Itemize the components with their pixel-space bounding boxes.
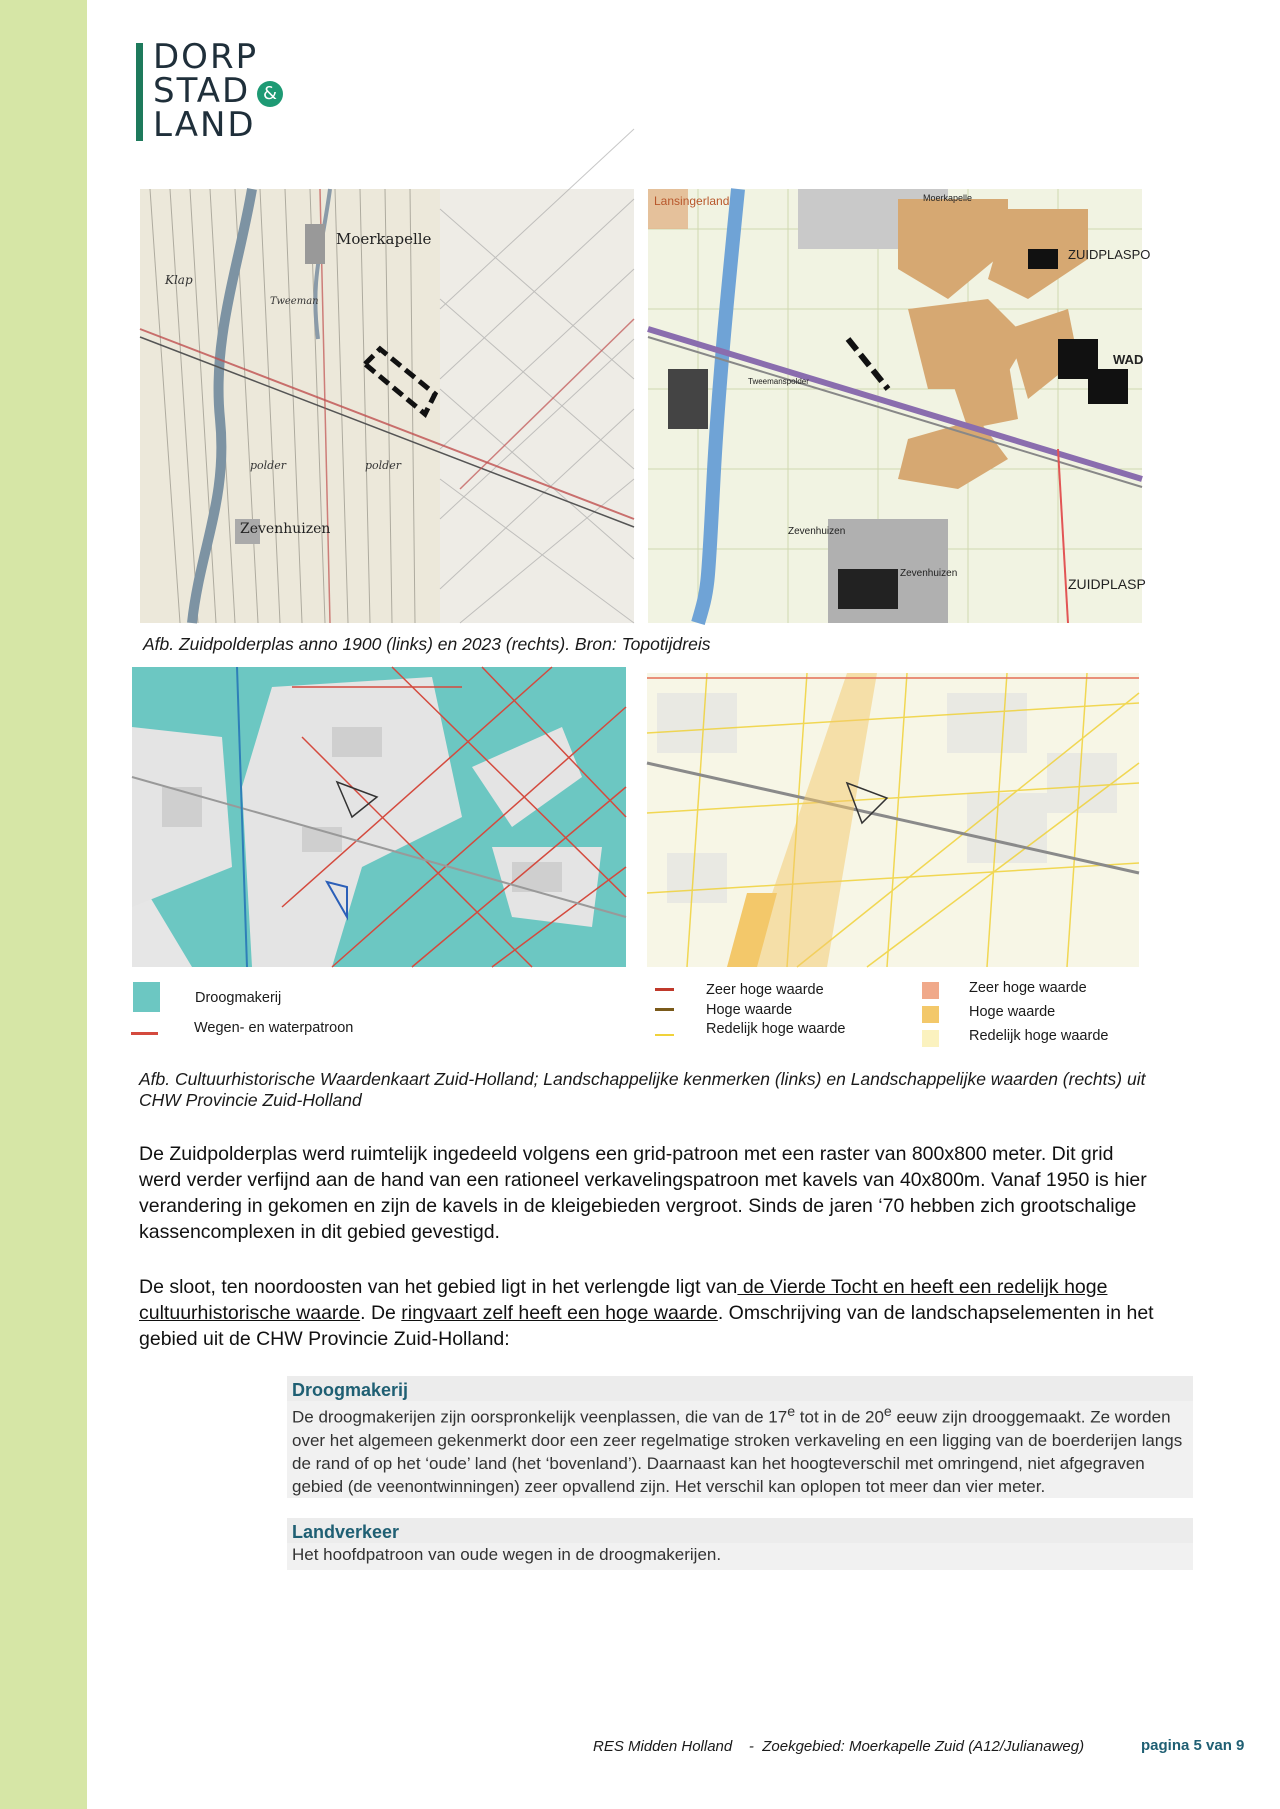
map-2023-label: Lansingerland: [654, 194, 730, 208]
map-2023-label: WAD: [1113, 352, 1144, 367]
map-1900: [140, 189, 634, 623]
map-2023-label: Moerkapelle: [923, 193, 973, 203]
legend-swatch-zeer-hoge-area: [922, 982, 939, 999]
map-2023: [648, 189, 1151, 623]
map-2023-label: Zevenhuizen: [788, 526, 846, 537]
map-1900-label: polder: [250, 459, 286, 472]
logo-word-dorp: DORP: [153, 37, 259, 77]
superscript: e: [787, 1404, 796, 1420]
map-2023-label: Zevenhuizen: [900, 568, 958, 579]
legend-label-wegen: Wegen- en waterpatroon: [194, 1020, 354, 1036]
logo-bar: [136, 43, 143, 141]
vierde-tocht-link[interactable]: de Vierde Tocht en heeft een redelijk hoge cultuurhistorische waarde: [139, 1276, 1108, 1324]
legend-swatch-redelijk-area: [922, 1030, 939, 1047]
legend-swatch-zeer-hoge: [655, 988, 674, 991]
ringvaart-link[interactable]: ringvaart zelf heeft een hoge waarde: [401, 1302, 718, 1324]
legend-swatch-redelijk: [655, 1034, 674, 1036]
paragraph-sloot-text: . Omschrijving van de landschapselementen in het gebied uit de CHW Provincie Zuid-Holland:: [139, 1302, 1154, 1350]
legend-label-hoge-area: Hoge waarde: [969, 1004, 1056, 1020]
side-color-bar: [0, 0, 87, 1809]
description-text: tot in de 20: [795, 1407, 884, 1427]
map-1900-label: Zevenhuizen: [240, 521, 331, 537]
paragraph-sloot-text: De sloot, ten noordoosten van het gebied ligt in het verlengde ligt van: [139, 1276, 738, 1298]
paragraph-sloot-text: . De: [360, 1302, 402, 1324]
caption-topotijdreis: Afb. Zuidpolderplas anno 1900 (links) en 2023 (rechts). Bron: Topotijdreis: [143, 634, 711, 654]
legend-swatch-droogmakerij: [133, 982, 160, 1012]
map-2023-label: ZUIDPLASPO: [1068, 247, 1151, 262]
paragraph-grid: De Zuidpolderplas werd ruimtelijk ingedeeld volgens een grid-patroon met een raster van 800x800 meter. Dit grid werd verder verfijnd aan de hand van een rationeel verkavelingspatroon met kavels van 40x800m. Vanaf 1950 is hier verandering in gekomen en zijn de kavels in de kleigebieden vergroot. Sinds de jaren ‘70 hebben zich grootschalige kassencomplexen in dit gebied gevestigd.: [139, 1143, 1147, 1243]
map-2023-label: ZUIDPLASP: [1068, 576, 1146, 592]
description-text: De droogmakerijen zijn oorspronkelijk veenplassen, die van de 17: [292, 1407, 788, 1427]
legend-label-zeer-hoge: Zeer hoge waarde: [706, 982, 824, 998]
map-1900-label: polder: [365, 459, 401, 472]
legend-label-zeer-hoge-area: Zeer hoge waarde: [969, 980, 1087, 996]
droogmakerij-description: [287, 1401, 1193, 1498]
droogmakerij-heading: Droogmakerij: [287, 1376, 1193, 1401]
map-1900-label: Tweeman: [270, 296, 319, 307]
map-2023-label: Tweemanspolder: [748, 377, 809, 386]
footer-document-title: RES Midden Holland - Zoekgebied: Moerkapelle Zuid (A12/Julianaweg): [593, 1738, 1085, 1755]
section-gap: [287, 1498, 1193, 1518]
legend-swatch-wegen: [131, 1032, 158, 1035]
logo-word-stad: STAD: [153, 71, 251, 111]
legend-label-redelijk-area: Redelijk hoge waarde: [969, 1028, 1109, 1044]
map-1900-label: Moerkapelle: [336, 230, 432, 248]
landverkeer-description: Het hoofdpatroon van oude wegen in de droogmakerijen.: [292, 1544, 722, 1564]
footer-page-number: pagina 5 van 9: [1141, 1737, 1245, 1754]
legend-label-redelijk: Redelijk hoge waarde: [706, 1021, 846, 1037]
dorp-stad-land-logo: [136, 37, 306, 145]
legend-swatch-hoge-area: [922, 1006, 939, 1023]
paragraph-sloot: [139, 1274, 1159, 1352]
description-text: eeuw zijn drooggemaakt. Ze worden over het algemeen gekenmerkt door een zeer regelmatige stroken verkaveling en een ligging van de boerderijen langs de rand of op het ‘oude’ land (het ‘bovenland’). Daarnaast kan het hoogteverschil met omringend, niet afgegraven gebied (de veenontwinningen) zeer opvallend zijn. Het verschil kan oplopen tot meer dan vier meter.: [292, 1407, 1183, 1496]
chw-description-box: [287, 1376, 1193, 1570]
logo-word-land: LAND: [153, 105, 256, 145]
caption-chw: Afb. Cultuurhistorische Waardenkaart Zuid-Holland; Landschappelijke kenmerken (links) en Landschappelijke waarden (rechts) uit CHW Provincie Zuid-Holland: [139, 1069, 1146, 1110]
map-chw-landscape-features: [132, 667, 626, 967]
logo-ampersand: &: [257, 81, 283, 107]
landverkeer-heading: Landverkeer: [287, 1518, 1193, 1543]
legend-label-droogmakerij: Droogmakerij: [195, 990, 282, 1006]
superscript: e: [883, 1404, 892, 1420]
map-chw-landscape-values: [647, 673, 1139, 967]
legend-label-hoge: Hoge waarde: [706, 1002, 793, 1018]
legend-swatch-hoge: [655, 1008, 674, 1011]
map-1900-label: Klap: [165, 273, 193, 287]
